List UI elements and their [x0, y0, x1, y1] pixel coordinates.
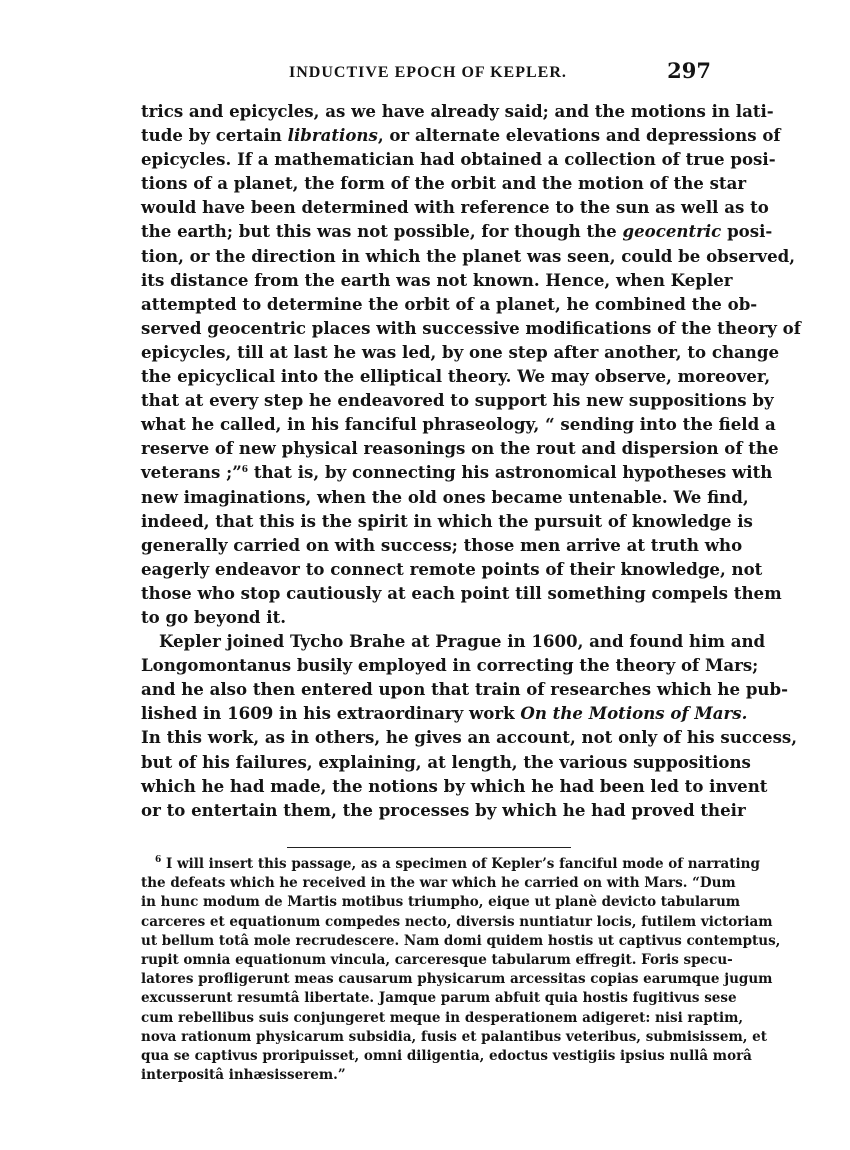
footnote	[141, 855, 781, 1085]
text-line: its distance from the earth was not known. Hence, when Kepler	[141, 269, 733, 290]
text-line: or to entertain them, the processes by which he had proved their	[141, 799, 746, 820]
text-line: attempted to determine the orbit of a planet, he combined the ob-	[141, 293, 758, 314]
footnote-divider	[287, 847, 571, 848]
italic-title: On the Motions of Mars.	[520, 703, 748, 724]
text-line: but of his failures, explaining, at length, the various suppositions	[141, 751, 751, 772]
text-line	[141, 460, 773, 484]
text-line: lished in 1609 in his extraordinary work On the Motions of Mars.	[141, 703, 748, 724]
text-line: generally carried on with success; those men arrive at truth who	[141, 534, 743, 555]
text-line: the epicyclical into the elliptical theory. We may observe, moreover,	[141, 366, 771, 387]
veterans-tail: that is, by connecting his astronomical hypotheses with	[248, 462, 773, 483]
footnote-line: qua se captivus proripuisset, omni diligentia, edoctus vestigiis ipsius nullâ morâ	[141, 1047, 752, 1064]
footnote-line: latores profligerunt meas causarum physicarum arcessitas copias earumque jugum	[141, 971, 773, 988]
body-text	[141, 99, 801, 822]
footnote-line: the defeats which he received in the war which he carried on with Mars. “Dum	[141, 875, 736, 892]
footnote-line: interpositâ inhæsisserem.”	[141, 1067, 346, 1084]
text-line: indeed, that this is the spirit in which the pursuit of knowledge is	[141, 510, 753, 531]
text-line: reserve of new physical reasonings on the rout and dispersion of the	[141, 438, 779, 459]
page-header	[141, 58, 715, 88]
paragraph-2	[141, 629, 798, 822]
page-number: 297	[667, 58, 711, 83]
footnote-line: carceres et equationum compedes necto, diversis nuntiatur locis, futilem victoriam	[141, 913, 773, 930]
footnote-line: excusserunt resumtâ libertate. Jamque parum abfuit quia hostis fugitivus sese	[141, 990, 737, 1007]
footnote-line: rupit omnia equationum vincula, carceresque tabularum effregit. Foris specu-	[141, 951, 733, 968]
text-line: tion, or the direction in which the planet was seen, could be observed,	[141, 245, 796, 266]
text-line: and he also then entered upon that train of researches which he pub-	[141, 679, 788, 700]
running-title: INDUCTIVE EPOCH OF KEPLER.	[289, 64, 567, 81]
italic-term: geocentric	[622, 221, 722, 242]
veterans-text: veterans ;”	[141, 462, 242, 483]
footnote-ref[interactable]: 6	[241, 465, 249, 476]
footnote-line: ut bellum totâ mole recrudescere. Nam domi quidem hostis ut captivus contemptus,	[141, 932, 781, 949]
text-line: new imaginations, when the old ones became untenable. We find,	[141, 486, 749, 507]
text-line: which he had made, the notions by which he had been led to invent	[141, 775, 768, 796]
text-line: would have been determined with reference to the sun as well as to	[141, 197, 769, 218]
text-line: tions of a planet, the form of the orbit and the motion of the star	[141, 173, 747, 194]
footnote-line: in hunc modum de Martis motibus triumpho, eique ut planè devicto tabularum	[141, 894, 741, 911]
text-line: trics and epicycles, as we have already said; and the motions in lati-	[141, 101, 774, 121]
paragraph-1	[141, 99, 801, 629]
text-line: epicycles, till at last he was led, by one step after another, to change	[141, 341, 780, 362]
text-line: those who stop cautiously at each point till something compels them	[141, 582, 782, 603]
text-line: Longomontanus busily employed in correcting the theory of Mars;	[141, 655, 759, 676]
text-line: the earth; but this was not possible, for though the geocentric posi-	[141, 221, 773, 242]
text-line: Kepler joined Tycho Brahe at Prague in 1600, and found him and	[159, 631, 766, 652]
text-line: In this work, as in others, he gives an account, not only of his success,	[141, 727, 798, 748]
footnote-line: cum rebellibus suis conjungeret meque in desperationem adigeret: nisi raptim,	[141, 1009, 744, 1026]
footnote-line: $^6$ I will insert this passage, as a specimen of Kepler’s fanciful mode of narrating	[155, 855, 760, 872]
text-line: that at every step he endeavored to support his new suppositions by	[141, 390, 774, 411]
text-line: tude by certain librations, or alternate elevations and depressions of	[141, 125, 781, 146]
footnote-mark: 6	[155, 855, 162, 865]
text-line: eagerly endeavor to connect remote points of their knowledge, not	[141, 558, 763, 579]
italic-term: librations	[287, 125, 378, 146]
footnote-line: nova rationum physicarum subsidia, fusis et palantibus veteribus, submisissem, et	[141, 1028, 767, 1045]
text-line: what he called, in his fanciful phraseology, “ sending into the field a	[141, 414, 776, 435]
text-line: served geocentric places with successive modifications of the theory of	[141, 317, 801, 338]
text-line: to go beyond it.	[141, 606, 287, 627]
text-line: epicycles. If a mathematician had obtained a collection of true posi-	[141, 149, 776, 170]
